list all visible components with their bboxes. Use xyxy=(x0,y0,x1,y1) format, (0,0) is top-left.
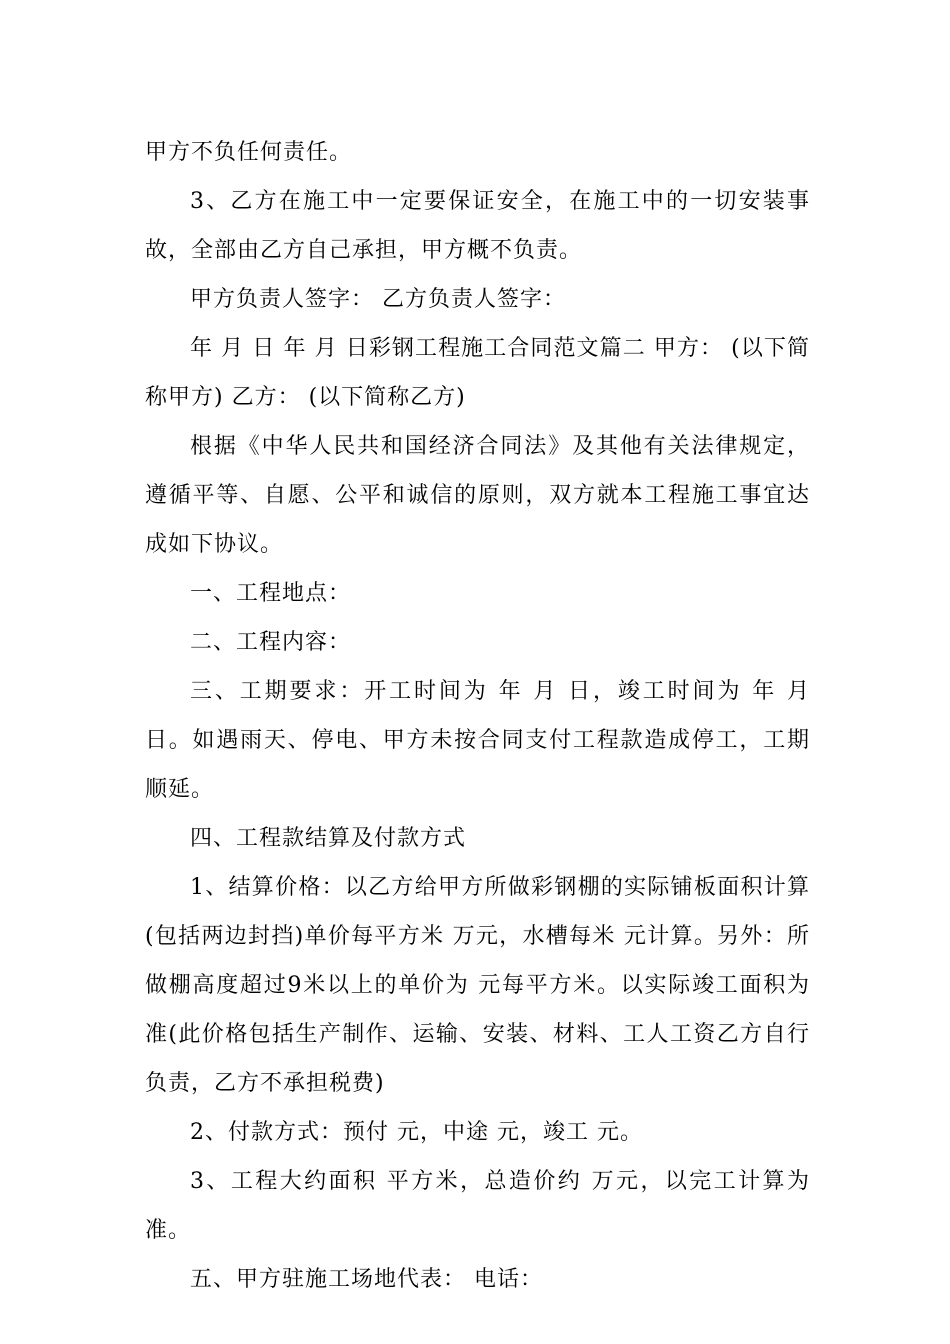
paragraph: 五、甲方驻施工场地代表： 电话： xyxy=(190,1267,543,1292)
paragraph: 二、工程内容： xyxy=(190,630,352,655)
paragraph: 三、工期要求：开工时间为 年 月 日，竣工时间为 年 月 日。如遇雨天、停电、甲方未按合同支付工程款造成停工，工期顺延。 xyxy=(145,679,810,802)
paragraph: 一、工程地点： xyxy=(190,581,352,606)
paragraph: 四、工程款结算及付款方式 xyxy=(190,826,467,851)
paragraph: 甲方不负任何责任。 xyxy=(145,140,353,165)
paragraph: 甲方负责人签字： 乙方负责人签字： xyxy=(190,287,566,312)
document-body xyxy=(145,128,810,1304)
paragraph: 1、结算价格：以乙方给甲方所做彩钢棚的实际铺板面积计算(包括两边封挡)单价每平方米 万元，水槽每米 元计算。另外：所做棚高度超过9米以上的单价为 元每平方米。以实际竣工面积为准(此价格包括生产制作、运输、安装、材料、工人工资乙方自行负责，乙方不承担税费) xyxy=(145,875,810,1096)
paragraph: 3、工程大约面积 平方米，总造价约 万元，以完工计算为准。 xyxy=(145,1169,810,1243)
paragraph: 年 月 日 年 月 日彩钢工程施工合同范文篇二 甲方： (以下简称甲方) 乙方： (以下简称乙方) xyxy=(145,336,810,410)
paragraph: 2、付款方式：预付 元，中途 元，竣工 元。 xyxy=(190,1120,643,1145)
paragraph: 3、乙方在施工中一定要保证安全，在施工中的一切安装事故，全部由乙方自己承担，甲方概不负责。 xyxy=(145,189,810,263)
paragraph: 根据《中华人民共和国经济合同法》及其他有关法律规定，遵循平等、自愿、公平和诚信的原则，双方就本工程施工事宜达成如下协议。 xyxy=(145,434,810,557)
